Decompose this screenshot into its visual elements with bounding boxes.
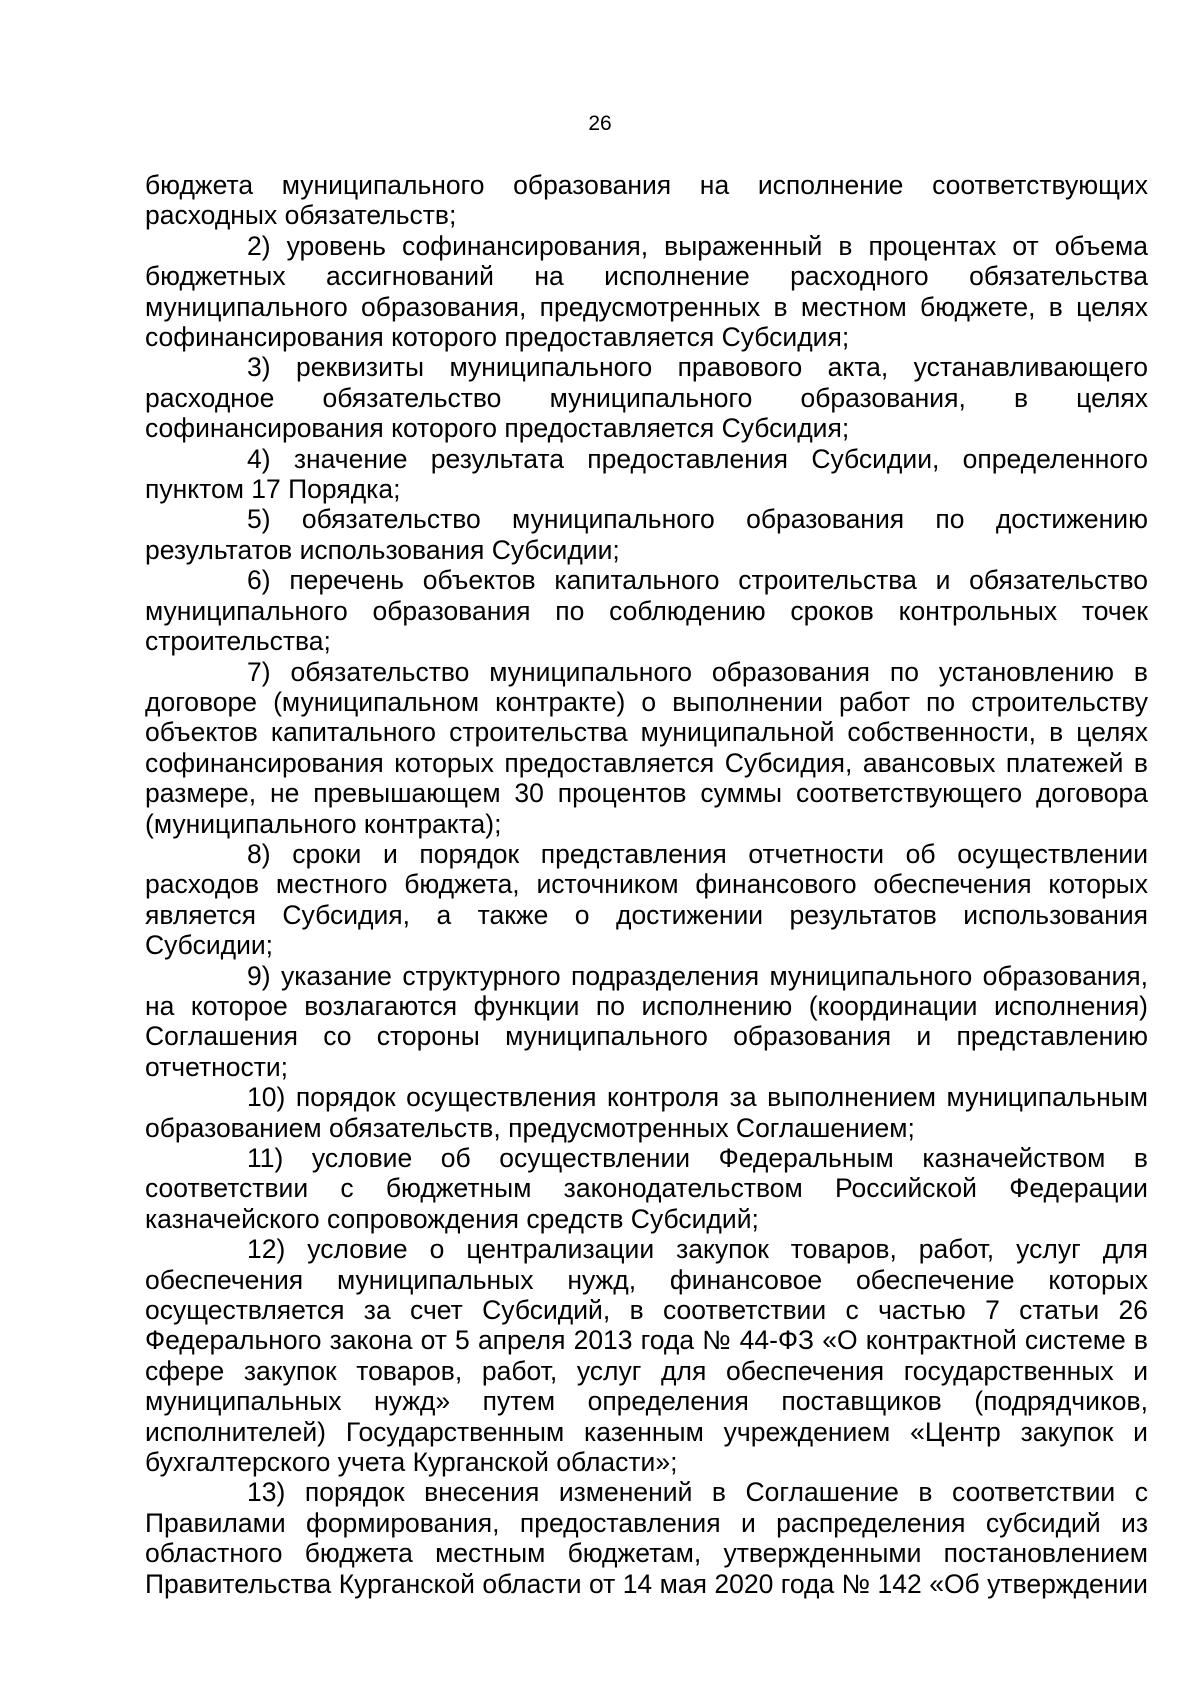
page-number: 26 <box>588 112 612 135</box>
paragraph: 11) условие об осуществлении Федеральным казначейством в соответствии с бюджетным законодательством Российской Федерации казначейского сопровождения средств Субсидий; <box>145 1143 1148 1234</box>
paragraph: бюджета муниципального образования на исполнение соответствующих расходных обязательств; <box>145 170 1148 231</box>
paragraph: 2) уровень софинансирования, выраженный в процентах от объема бюджетных ассигнований на исполнение расходного обязательства муниципального образования, предусмотренных в местном бюджете, в целях софинансирования которого предоставляется Субсидия; <box>145 230 1148 353</box>
paragraph: 3) реквизиты муниципального правового акта, устанавливающего расходное обязательство муниципального образования, в целях софинансирования которого предоставляется Субсидия; <box>145 352 1148 444</box>
paragraph: 12) условие о централизации закупок товаров, работ, услуг для обеспечения муниципальных нужд, финансовое обеспечение которых осуществляется за счет Субсидий, в соответствии с частью 7 статьи 26 Федерального закона от 5 апреля 2013 года № 44-ФЗ «О контрактной системе в сфере закупок товаров, работ, услуг для обеспечения государственных и муниципальных нужд» путем определения поставщиков (подрядчиков, исполнителей) Государственным казенным учреждением «Центр закупок и бухгалтерского учета Курганской области»; <box>145 1234 1148 1478</box>
paragraph: 8) сроки и порядок представления отчетности об осуществлении расходов местного бюджета, источником финансового обеспечения которых является Субсидия, а также о достижении результатов использования Субсидии; <box>145 838 1148 961</box>
paragraph: 6) перечень объектов капитального строительства и обязательство муниципального образования по соблюдению сроков контрольных точек строительства; <box>145 565 1148 657</box>
paragraph: 4) значение результата предоставления Субсидии, определенного пунктом 17 Порядка; <box>145 443 1148 505</box>
paragraph: 9) указание структурного подразделения муниципального образования, на которое возлагаются функции по исполнению (координации исполнения) Соглашения со стороны муниципального образования и представлению отчетности; <box>145 960 1148 1082</box>
paragraph: 13) порядок внесения изменений в Соглашение в соответствии с Правилами формирования, предоставления и распределения субсидий из областного бюджета местным бюджетам, утвержденными постановлением Правительства Курганской области от 14 мая 2020 года № 142 «Об утверждении <box>145 1477 1148 1599</box>
paragraph: 7) обязательство муниципального образования по установлению в договоре (муниципальном контракте) о выполнении работ по строительству объектов капитального строительства муниципальной собственности, в целях софинансирования которых предоставляется Субсидия, авансовых платежей в размере, не превышающем 30 процентов суммы соответствующего договора (муниципального контракта); <box>145 656 1148 839</box>
paragraph: 5) обязательство муниципального образования по достижению результатов использования Субсидии; <box>145 504 1148 565</box>
paragraph: 10) порядок осуществления контроля за выполнением муниципальным образованием обязательств, предусмотренных Соглашением; <box>145 1082 1148 1143</box>
document-body <box>145 170 1148 1599</box>
